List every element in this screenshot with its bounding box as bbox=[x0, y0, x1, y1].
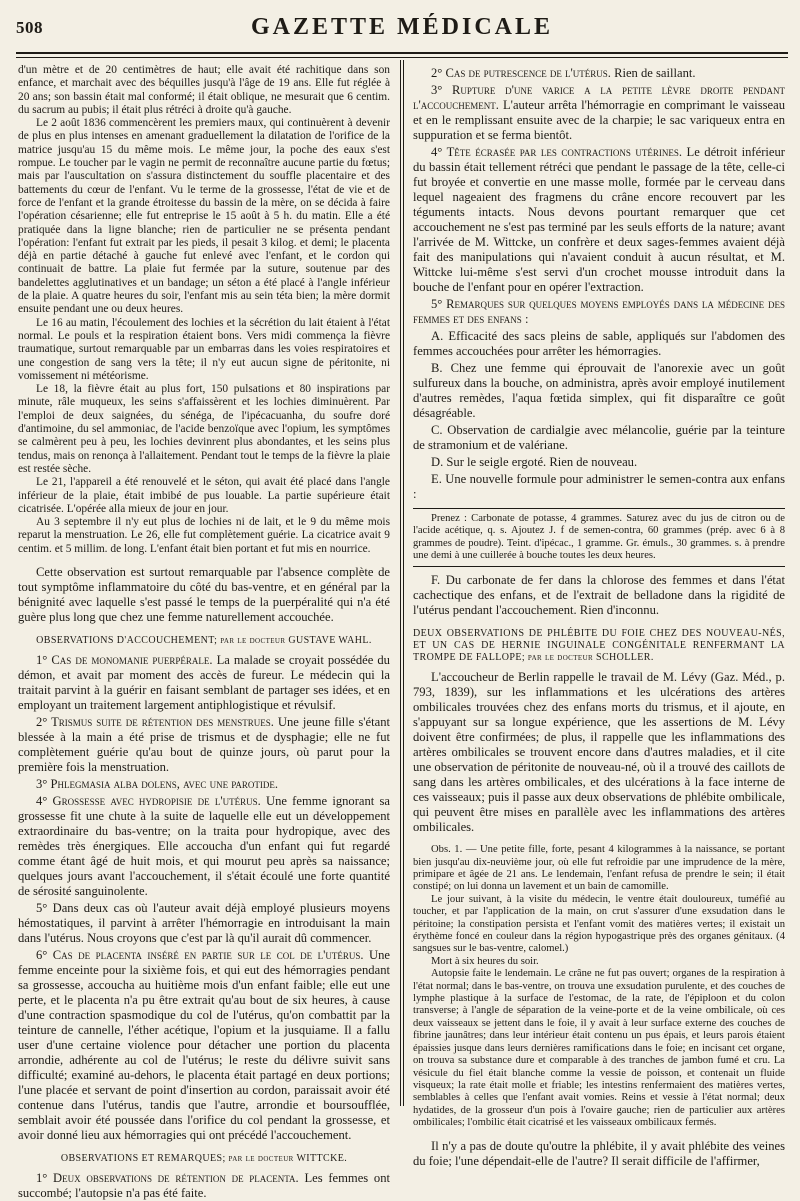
observation-title: 1° Deux observations de rétention de placenta. bbox=[36, 1170, 299, 1185]
paragraph: Le 21, l'appareil a été renouvelé et le séton, qui avait été placé dans l'angle inférieur de la plaie, était imbibé de pus louable. La partie supérieure était cicatrisée. L'opérée alla mieux de jour en jour. bbox=[18, 476, 390, 515]
observation-title: 6° Cas de placenta inséré en partie sur le col de l'utérus. bbox=[36, 947, 364, 962]
observation-item bbox=[18, 653, 390, 713]
observation-item bbox=[18, 948, 390, 1143]
observation-text: L'auteur arrêta l'hémorragie en comprimant le vaisseau et en le remplissant ensuite avec de la charpie; le sac variqueux entra en suppuration et se ferma bientôt. bbox=[413, 98, 785, 142]
observation-item bbox=[413, 145, 785, 295]
observation-item bbox=[413, 66, 785, 81]
observation-paragraph: Le jour suivant, à la visite du médecin, le ventre était douloureux, tuméfié au toucher, et par l'application de la main, on crut s'assurer d'une exsudation dans le péritoine; la constipation persista et l'enfant vomit des matières vertes; il existait un érythème foncé en couleur dans la région hypogastrique près des organes génitaux. (4 sangsues sur le bas-ventre, calomel.) bbox=[413, 893, 785, 955]
observation-item bbox=[18, 794, 390, 899]
observation-text: Une jeune fille s'étant blessée à la main a été prise de trismus et de dysphagie; elle ne fut complètement guérie qu'au bout de quinze jours, où parut pour la première fois la menstruation. bbox=[18, 714, 391, 774]
observation-item bbox=[413, 83, 785, 143]
observation-text: La malade se croyait possédée du démon, et avait par moment des accès de fureur. Le médecin qui la traitait parvint à la guérir en faisant semblant de partager ses idées, et en employant un traitement largement antiphlogistique et révulsif. bbox=[18, 652, 390, 712]
recipe-text: Prenez : Carbonate de potasse, 4 grammes. Saturez avec du jus de citron ou de l'acide acétique, q. s. Ajoutez J. f de semen-contra, 60 grammes (prép. avec 6 à 8 grammes de poudre). Teint. d'ipécac., 1 gramme. Gr. émuls., 30 grammes. s. à prendre une demi à une cuillerée à bouche toutes les deux heures. bbox=[413, 513, 785, 561]
recipe-box bbox=[413, 508, 785, 567]
right-column bbox=[413, 64, 785, 1168]
remark-item: D. Sur le seigle ergoté. Rien de nouveau. bbox=[431, 455, 638, 469]
observation-item bbox=[18, 715, 390, 775]
observation-text: Une femme ignorant sa grossesse fit une chute à la suite de laquelle elle eut un développement extraordinaire du bas-ventre; on la traita pour hydropique, avec des remèdes très énergiques. Elle accoucha d'un enfant qui fut regardé comme étant âgé de huit mois, et qui mourut peu après sa naissance; quelques jours avant l'accouchement, il s'était écoulé une forte quantité de sérosité sanguinolente. bbox=[18, 793, 390, 898]
page-number: 508 bbox=[16, 18, 43, 37]
observation-text: Le détroit inférieur du bassin était tellement rétréci que pendant le passage de la tête, celle-ci fut broyée et convertie en une masse molle, formée par le cerveau dans lequel nageaient des fragmens du crâne encore recouvert par les téguments intacts. Nous devons pourtant remarquer que cet accouchement ne s'est pas terminé par les seuls efforts de la nature; avant l'arrivée de M. Wittcke, un confrère et deux sages-femmes avaient déjà fait des manipulations qui n'avaient conduit à aucun résultat, et M. Wittcke lui-même s'est servi d'un crochet mousse introduit dans la bouche de l'enfant pour en opérer l'extraction. bbox=[413, 145, 785, 294]
observation-text: Rien de saillant. bbox=[614, 66, 696, 80]
remark-item: F. Du carbonate de fer dans la chlorose des femmes et dans l'état cachectique des enfans, et de l'extrait de belladone dans la rigidité de l'utérus pendant l'accouchement. Rien d'inconnu. bbox=[413, 573, 785, 618]
header-rule bbox=[16, 52, 788, 54]
remark-item: B. Chez une femme qui éprouvait de l'anorexie avec un goût sulfureux dans la bouche, on administra, après avoir employé inutilement d'autres remèdes, l'aqua fœtida simplex, qui fit disparaître ce goût désagréable. bbox=[413, 361, 785, 420]
observation-title: 3° Phlegmasia alba dolens, avec une parotide. bbox=[36, 776, 279, 791]
remark-item: C. Observation de cardialgie avec mélancolie, guérie par la teinture de stramonium et de valériane. bbox=[413, 423, 785, 452]
observation-item bbox=[18, 1171, 390, 1201]
paragraph: Le 18, la fièvre était au plus fort, 150 pulsations et 80 inspirations par minute, râle muqueux, les seins s'affaissèrent et les lochies diminuèrent. Par l'emploi de deux saignées, du sénéga, de l'ipécacuanha, du soufre doré d'antimoine, du sel ammoniac, de l'acide benzoïque avec l'opium, les symptômes se calmèrent peu à peu, les lochies devinrent plus abondantes, et les seins plus tendus, mais on renonça à l'allaitement. Pendant tout le temps de la fièvre la plaie est restée sèche. bbox=[18, 383, 390, 475]
header-rule-thin bbox=[16, 57, 788, 58]
observation-title: 1° Cas de monomanie puerpérale. bbox=[36, 652, 213, 667]
column-divider bbox=[400, 60, 401, 1106]
observation-title: 5° Remarques sur quelques moyens employés dans la médecine des femmes et des enfans : bbox=[413, 297, 785, 326]
observation-paragraph: Autopsie faite le lendemain. Le crâne ne fut pas ouvert; organes de la respiration à l'état normal; dans le bas-ventre, on trouva une exsudation purulente, et des couches de lymphe plastique à la surface de l'estomac, de la rate, de l'épiploon et du colon transverse; à l'angle de séparation de la veine-porte et de la veine ombilicale, où ces deux vaisseaux se jettent dans le foie, il y avait à leur surface externe des couches de fibrine jaunâtres; dans leur intérieur était contenu un pus épais, et leurs parois étaient épaissies jusque dans leurs dernières ramifications dans le foie; en incisant cet organe, on trouva sa substance dure et comparable à des tranches de jambon fumé et cru. La vésicule du fiel était blanche comme la vessie de poisson, et contenait un fluide visqueux; la rate était molle et friable; les intestins renfermaient des matières vertes, semblables à celles que l'enfant avait vomies. Reins et vessie à l'état normal; deux hydatides, de la grosseur d'un pois à l'ovaire gauche; rien de particulier aux artères ombilicales; l'ombilic était cicatrisé et les vaisseaux ombilicaux fermés. bbox=[413, 968, 785, 1129]
remark-item: A. Efficacité des sacs pleins de sable, appliqués sur l'abdomen des femmes accouchées pour arrêter les hémorragies. bbox=[413, 329, 785, 358]
observation-title: 2° Trismus suite de rétention des menstrues. bbox=[36, 714, 274, 729]
paragraph: d'un mètre et de 20 centimètres de haut; elle avait été rachitique dans son enfance, et marchait avec des béquilles jusqu'à l'âge de 19 ans. Elle fut réglée à 20 ans; son bassin était mal conformé; il était oblique, ne mesurait que 6 centim. du sacrum au pubis; il était plus rétréci à droite qu'à gauche. bbox=[18, 64, 390, 116]
paragraph: L'accoucheur de Berlin rappelle le travail de M. Lévy (Gaz. Méd., p. 793, 1839), sur les inflammations et les ulcérations des artères ombilicales trouvées chez des enfans morts du trismus, et il ajoute, en s'appuyant sur sa longue expérience, que les assertions de M. Lévy doivent être confirmées; de plus, il rappelle que les inflammations des artères ombilicales se trouvent encore dans d'autres maladies, et il cite une observation de péritonite de nouveau-né, où il a trouvé des caillots de sang dans les artères ombilicales, et des ulcérations à la face interne de ces vaisseaux; puis il passe aux deux observations de phlébite ombilicale, qui peuvent être mises en parallèle avec les inflammations des artères ombilicales. bbox=[413, 670, 785, 835]
paragraph: Il n'y a pas de doute qu'outre la phlébite, il y avait phlébite des veines du foie; l'une dépendait-elle de l'autre? Il serait difficile de l'affirmer, bbox=[413, 1138, 785, 1168]
paragraph: Le 16 au matin, l'écoulement des lochies et la sécrétion du lait étaient à l'état normal. Le pouls et la respiration étaient bons. Vers midi commença la fièvre traumatique, surtout remarquable par un embarras dans les voies respiratoires et une congestion de sang vers la tête; il n'y eut aucun signe de péritonite, ni vomissement ni météorisme. bbox=[18, 316, 390, 382]
paragraph: Au 3 septembre il n'y eut plus de lochies ni de lait, et le 9 du même mois reparut la menstruation. Le 26, elle fut complètement guérie. La cicatrice avait 9 centim. et 5 millim. de long. L'enfant était bien portant et fut mis en nourrice. bbox=[18, 516, 390, 555]
journal-title: GAZETTE MÉDICALE bbox=[250, 14, 554, 40]
left-column bbox=[18, 64, 391, 1200]
section-heading: OBSERVATIONS ET REMARQUES; par le docteur WITTCKE. bbox=[60, 1152, 348, 1164]
observation-paragraph: Mort à six heures du soir. bbox=[431, 955, 539, 967]
observation-paragraph: Obs. 1. — Une petite fille, forte, pesant 4 kilogrammes à la naissance, se portant bien jusqu'au dix-neuvième jour, où elle fut refroidie par une imprudence de la mère, primipare et âgée de 21 ans. Le lendemain, l'enfant refusa de prendre le sein; il était constipé; on lui donna un lavement et un bain de camomille. bbox=[413, 844, 785, 893]
section-heading: DEUX OBSERVATIONS DE PHLÉBITE DU FOIE CHEZ DES NOUVEAU-NÉS, ET UN CAS DE HERNIE INGUINALE CONGÉNITALE RENFERMANT LA TROMPE DE FALLOPE; par le docteur SCHOLLER. bbox=[413, 628, 785, 664]
paragraph: Le 2 août 1836 commencèrent les premiers maux, qui continuèrent à devenir de plus en plus intenses en amenant graduellement la dilatation de l'orifice de la matrice jusqu'au 15 du même mois. Le même jour, la poche des eaux s'est rompue. Le toucher par le vagin ne permit de reconnaître aucune partie du fœtus; mais par l'auscultation on s'assura distinctement du souffle placentaire et des battements du cœur de l'enfant. Vu le terme de la grossesse, l'état de vie et de force de l'enfant et la grande étroitesse du bassin de la mère, on se décida à faire l'opération césarienne; elle fut entreprise le 15 août à 5 h. du matin. Elle a été pratiquée dans la ligne blanche; rien de particulier ne se présenta pendant l'opération: l'enfant fut extrait par les pieds, il pesait 3 kilog. et demi; le placenta déjà en partie détaché à gauche fut enlevé avec l'enfant, et le cordon qui continuait de battre. La plaie fut fermée par la suture, soutenue par des bandelettes agglutinatives et un bandage; un séton a été placé à l'angle inférieur de la plaie. A quatre heures du soir, l'enfant mis au sein téta bien; la mère dormit ensuite pendant une ou deux heures. bbox=[18, 117, 390, 316]
observation-title: 4° Tête écrasée par les contractions utérines. bbox=[431, 145, 683, 159]
paragraph: Cette observation est surtout remarquable par l'absence complète de tout symptôme inflammatoire du côté du bas-ventre, et en général par la bénignité avec laquelle s'est passé le temps de la puerpéralité qui n'a été guère plus long que chez une femme naturellement accouchée. bbox=[18, 564, 390, 624]
remark-item: E. Une nouvelle formule pour administrer le semen-contra aux enfans : bbox=[413, 472, 785, 501]
observation-title: 4° Grossesse avec hydropisie de l'utérus. bbox=[36, 793, 261, 808]
section-heading: OBSERVATIONS D'ACCOUCHEMENT; par le docteur GUSTAVE WAHL. bbox=[36, 634, 372, 646]
page-header bbox=[16, 14, 788, 52]
column-divider-thin bbox=[403, 60, 404, 1106]
observation-text: Une femme enceinte pour la sixième fois, et qui eut des hémorragies pendant sa grossesse, accoucha au huitième mois d'un enfant faible; elle eut une perte, et le placenta n'a pu être extrait qu'au bout de six heures, à cause d'une contraction spasmodique du col de l'utérus, qu'on combattit par la teinture de cannelle, l'éther acétique, l'opium et la jusquiame. Il a fallu user d'une certaine violence pour détacher une portion du placenta arrondie, adhérente au col de l'utérus; le reste du délivre suivit sans difficulté; examiné au-dehors, le placenta était partagé en deux portions; l'une placée et servant de point d'insertion au cordon, paraissait avoir été contenue dans l'utérus, tandis que l'autre, arrondie et boursoufflée, semblait avoir été poussée dans l'orifice du col pendant la grossesse, et avoir donné lieu aux hémorragies qui ont précédé l'accouchement. bbox=[18, 947, 390, 1142]
observation-text: Les femmes ont succombé; l'autopsie n'a pas été faite. bbox=[18, 1170, 390, 1200]
observation-title: 3° Rupture d'une varice a la petite lèvre droite pendant l'accouchement. bbox=[413, 83, 785, 112]
observation-title: 2° Cas de putrescence de l'utérus. bbox=[431, 66, 611, 80]
observation-item: 5° Dans deux cas où l'auteur avait déjà employé plusieurs moyens hémostatiques, il parvint à arrêter l'hémorragie en introduisant la main dans l'utérus. Nous croyons que c'est par là qu'il aurait dû commencer. bbox=[18, 900, 390, 945]
